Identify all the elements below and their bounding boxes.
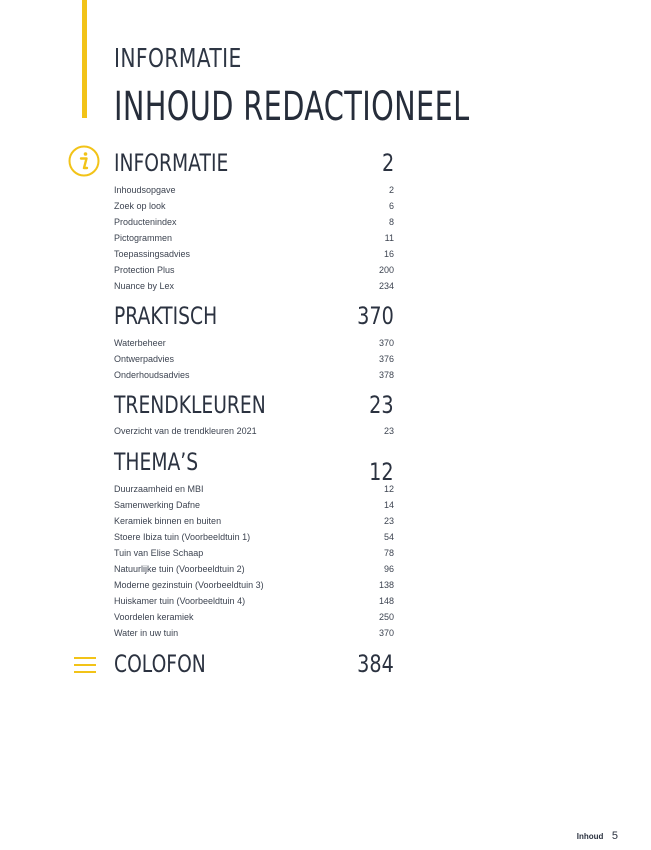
list-item[interactable]: Moderne gezinstuin (Voorbeeldtuin 3) 138 bbox=[114, 580, 394, 590]
list-item[interactable]: Protection Plus 200 bbox=[114, 265, 394, 275]
list-item[interactable]: Ontwerpadvies 376 bbox=[114, 354, 394, 364]
list-item[interactable]: Huiskamer tuin (Voorbeeldtuin 4) 148 bbox=[114, 596, 394, 606]
list-item[interactable]: Tuin van Elise Schaap 78 bbox=[114, 548, 394, 558]
list-item[interactable]: Voordelen keramiek 250 bbox=[114, 612, 394, 622]
list-item[interactable]: Nuance by Lex 234 bbox=[114, 281, 394, 291]
menu-icon bbox=[74, 655, 96, 675]
section-title: INFORMATIE bbox=[114, 149, 229, 177]
list-item[interactable]: Overzicht van de trendkleuren 2021 23 bbox=[114, 426, 394, 436]
list-item[interactable]: Pictogrammen 11 bbox=[114, 233, 394, 243]
section-informatie bbox=[114, 149, 394, 179]
page-title: INHOUD REDACTIONEEL bbox=[114, 84, 470, 130]
list-item[interactable]: Stoere Ibiza tuin (Voorbeeldtuin 1) 54 bbox=[114, 532, 394, 542]
list-item[interactable]: Water in uw tuin 370 bbox=[114, 628, 394, 638]
entry-list-informatie bbox=[114, 182, 394, 294]
list-item[interactable]: Productenindex 8 bbox=[114, 217, 394, 227]
section-title: THEMA’S bbox=[114, 448, 199, 476]
section-page: 23 bbox=[369, 391, 394, 419]
section-page: 370 bbox=[357, 302, 394, 330]
list-item[interactable]: Toepassingsadvies 16 bbox=[114, 249, 394, 259]
entry-list-themas bbox=[114, 481, 394, 641]
section-title: TRENDKLEUREN bbox=[114, 391, 266, 419]
section-praktisch bbox=[114, 302, 394, 332]
accent-bar bbox=[82, 0, 87, 118]
section-title: PRAKTISCH bbox=[114, 302, 218, 330]
footer-label: Inhoud bbox=[576, 832, 604, 841]
list-item[interactable]: Zoek op look 6 bbox=[114, 201, 394, 211]
section-colofon bbox=[114, 650, 394, 680]
info-icon bbox=[68, 145, 100, 177]
list-item[interactable]: Samenwerking Dafne 14 bbox=[114, 500, 394, 510]
entry-list-praktisch bbox=[114, 335, 394, 383]
list-item[interactable]: Waterbeheer 370 bbox=[114, 338, 394, 348]
page-kicker: INFORMATIE bbox=[114, 44, 242, 74]
list-item[interactable]: Inhoudsopgave 2 bbox=[114, 185, 394, 195]
section-themas bbox=[114, 448, 394, 486]
page-footer bbox=[577, 826, 618, 844]
section-page: 12 bbox=[369, 458, 394, 486]
list-item[interactable]: Keramiek binnen en buiten 23 bbox=[114, 516, 394, 526]
list-item[interactable]: Duurzaamheid en MBI 12 bbox=[114, 484, 394, 494]
list-item[interactable]: Natuurlijke tuin (Voorbeeldtuin 2) 96 bbox=[114, 564, 394, 574]
entry-list-trendkleuren bbox=[114, 423, 394, 439]
section-page: 384 bbox=[357, 650, 394, 678]
section-page: 2 bbox=[381, 149, 394, 177]
list-item[interactable]: Onderhoudsadvies 378 bbox=[114, 370, 394, 380]
section-trendkleuren bbox=[114, 391, 394, 421]
page-number: 5 bbox=[611, 830, 618, 842]
section-title: COLOFON bbox=[114, 650, 206, 678]
